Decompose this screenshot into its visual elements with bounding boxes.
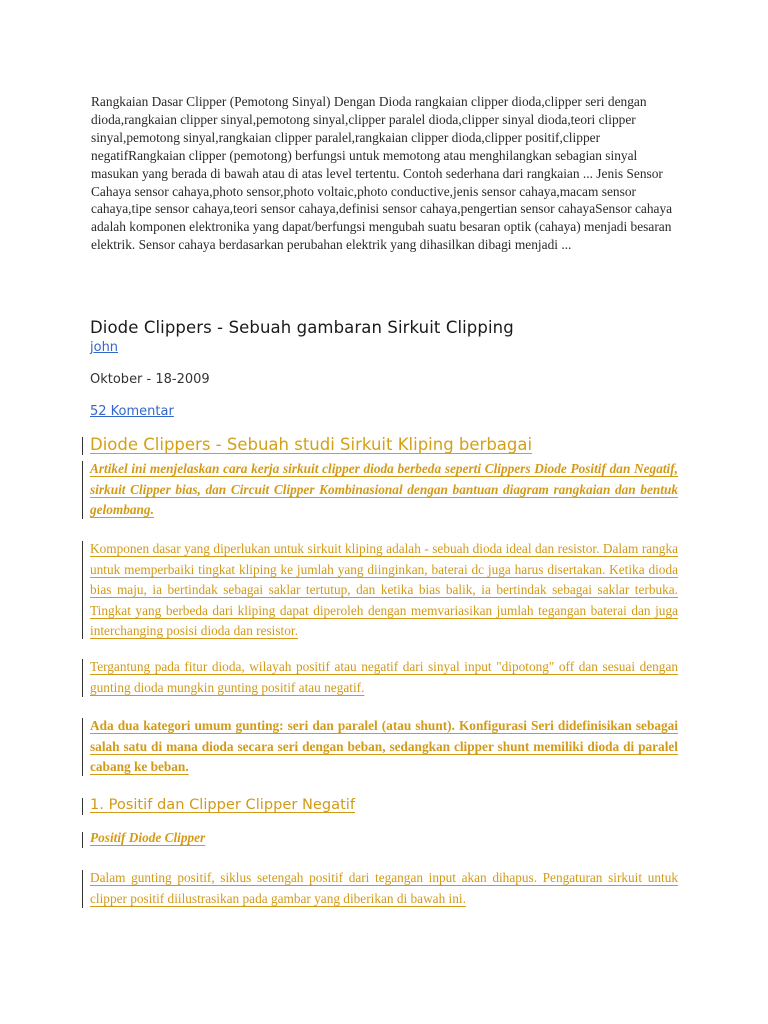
sub-heading: Positif Diode Clipper xyxy=(90,830,206,845)
depends-paragraph: Tergantung pada fitur dioda, wilayah positif atau negatif dari sinyal input "dipotong" off dan sesuai dengan gunting dioda mungkin gunting positif atau negatif. xyxy=(90,659,678,695)
post-title: Diode Clippers - Sebuah gambaran Sirkuit Clipping xyxy=(90,318,514,337)
comments-link[interactable]: 52 Komentar xyxy=(90,404,174,419)
intro-paragraph: Rangkaian Dasar Clipper (Pemotong Sinyal) Dengan Dioda rangkaian clipper dioda,clipper seri dengan dioda,rangkaian clipper sinyal,pemotong sinyal,clipper paralel dioda,clipper sinyal dioda,teori clipper sinyal,pemotong sinyal,rangkaian clipper paralel,rangkaian clipper dioda,clipper positif,clipper negatifRangkaian clipper (pemotong) berfungsi untuk memotong atau menghilangkan sebagian sinyal masukan yang berada di bawah atau di atas level tertentu. Contoh sederhana dari rangkaian ... Jenis Sensor Cahaya sensor cahaya,photo sensor,photo voltaic,photo conductive,jenis sensor cahaya,macam sensor cahaya,tipe sensor cahaya,teori sensor cahaya,definisi sensor cahaya,pengertian sensor cahayaSensor cahaya adalah komponen elektronika yang dapat/berfungsi mengubah suatu besaran optik (cahaya) menjadi besaran elektrik. Sensor cahaya berdasarkan perubahan elektrik yang dihasilkan dibagi menjadi ... xyxy=(91,94,673,253)
post-date: Oktober - 18-2009 xyxy=(90,372,210,387)
categories-paragraph: Ada dua kategori umum gunting: seri dan paralel (atau shunt). Konfigurasi Seri didefinisikan sebagai salah satu di mana dioda secara seri dengan beban, sedangkan clipper shunt memiliki dioda di paralel cabang ke beban. xyxy=(90,718,678,774)
text-cursor-bar xyxy=(82,832,83,848)
text-cursor-bar xyxy=(82,461,83,519)
article-title: Diode Clippers - Sebuah studi Sirkuit Kliping berbagai xyxy=(90,435,533,454)
author-link[interactable]: john xyxy=(90,340,119,355)
text-cursor-bar xyxy=(82,870,83,908)
text-cursor-bar xyxy=(82,659,83,697)
positive-clipper-paragraph: Dalam gunting positif, siklus setengah positif dari tegangan input akan dihapus. Pengaturan sirkuit untuk clipper positif diilustrasikan pada gambar yang diberikan di bawah ini. xyxy=(90,870,678,906)
text-cursor-bar xyxy=(82,541,83,639)
text-cursor-bar xyxy=(82,437,83,455)
section-heading: 1. Positif dan Clipper Clipper Negatif xyxy=(90,796,355,813)
text-cursor-bar xyxy=(82,718,83,776)
text-cursor-bar xyxy=(82,798,83,815)
abstract-paragraph: Artikel ini menjelaskan cara kerja sirkuit clipper dioda berbeda seperti Clippers Diode Positif dan Negatif, sirkuit Clipper bias, dan Circuit Clipper Kombinasional dengan bantuan diagram rangkaian dan bentuk gelombang. xyxy=(90,461,678,517)
components-paragraph: Komponen dasar yang diperlukan untuk sirkuit kliping adalah - sebuah dioda ideal dan resistor. Dalam rangka untuk memperbaiki tingkat kliping ke jumlah yang diinginkan, baterai dc juga harus disertakan. Ketika dioda bias maju, ia bertindak sebagai saklar tertutup, dan ketika bias balik, ia bertindak sebagai saklar terbuka. Tingkat yang berbeda dari kliping dapat diperoleh dengan memvariasikan jumlah tegangan baterai dan juga interchanging posisi dioda dan resistor. xyxy=(90,541,678,638)
